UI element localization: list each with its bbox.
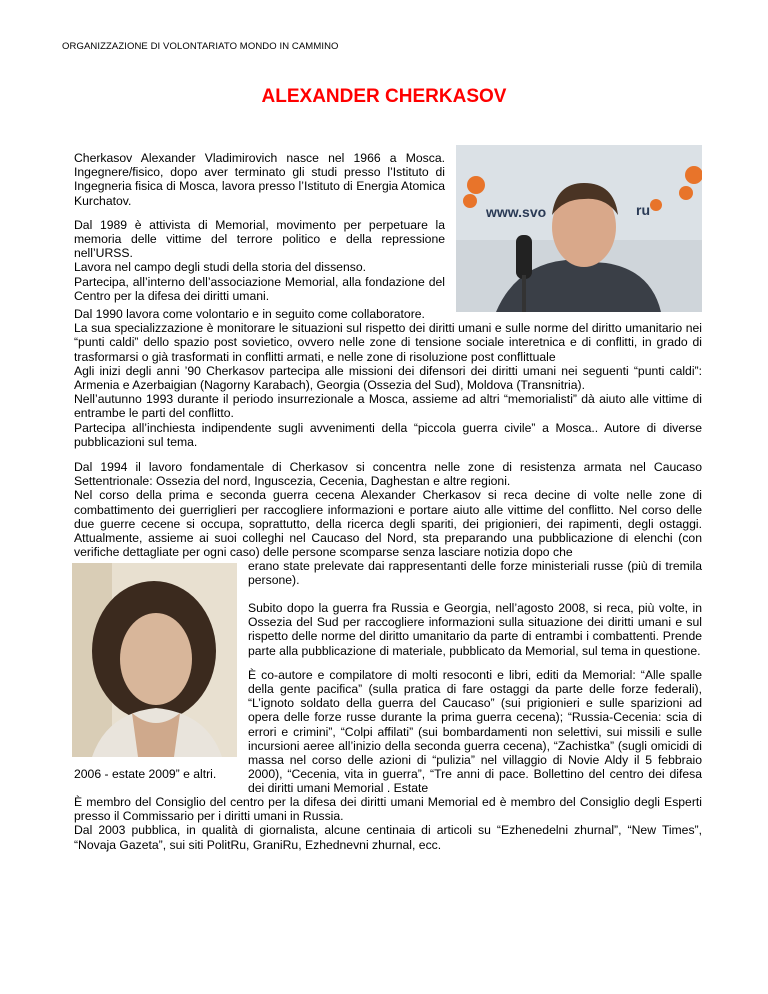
intro-line-memorial: Dal 1989 è attivista di Memorial, movimento per perpetuare la memoria delle vittime del terrore politico e della repressione nell’URSS. [74,217,445,261]
intro-paragraphs [74,151,445,303]
section-2008-paragraph-2-end: 2006 - estate 2009” e altri. [74,767,217,781]
section-1990 [74,307,702,449]
intro-line-centro: Partecipa, all’interno dell’associazione Memorial, alla fondazione del Centro per la difesa dei diritti umani. [74,274,445,303]
section-1994-line-2: Nel corso della prima e seconda guerra cecena Alexander Cherkasov si reca decine di volte nelle zone di combattimento dei guerriglieri per raccogliere informazioni e portare aiuto alle vittime del conflitto. Nel corso delle due guerre cecene si occupa, soprattutto, della ricerca degli spariti, dei prigionieri, dei rapimenti, degli ostaggi. Attualmente, assieme ai suoi colleghi nel Caucaso del Nord, sta preparando una pubblicazione di elenchi (con verifiche dettagliate per ogni caso) delle persone scomparse senza lasciare notizia dopo che [74,488,702,560]
section-1990-line-5: Partecipa all’inchiesta indipendente sugli avvenimenti della “piccola guerra civile” a Mosca.. Autore di diverse pubblicazioni sul tema. [74,420,702,449]
section-1994 [74,460,702,559]
section-membership-line-1: È membro del Consiglio del centro per la difesa dei diritti umani Memorial ed è membro del Consiglio degli Esperti presso il Commissario per i diritti umani in Russia. [74,795,702,824]
section-2008-paragraph-1: Subito dopo la guerra fra Russia e Georgia, nell’agosto 2008, si reca, più volte, in Ossezia del Sud per raccogliere informazioni sulla situazione dei diritti umani e sul rispetto delle norme del diritto umanitario da parte di entrambi i combattenti. Prende parte alla pubblicazione di materiale, pubblicato da Memorial, sul tema in questione. [248,601,702,658]
section-2008-paragraph-2: È co-autore e compilatore di molti resoconti e libri, editi da Memorial: “Alle spalle della gente pacifica” (sulla pratica di fare ostaggi da parte delle forze federali), “L’ignoto soldato della guerra del Caucaso” (sui prigionieri e sulle sparizioni ad opera delle forze russe durante la prima guerra cecena); “Russia-Cecenia: scia di errori e crimini”, “Colpi affilati” (sui bombardamenti non selettivi, sui missili e sulle incursioni aeree all’inizio della seconda guerra cecena), “Zachistka” (sugli omicidi di massa nel corso delle azioni di “pulizia” nel villaggio di Novie Aldy il 5 febbraio 2000), “Cecenia, vita in guerra”, “Tre anni di pace. Bollettino del centro dei difesa dei diritti umani Memorial . Estate [248,667,702,796]
section-1990-line-4: Nell’autunno 1993 durante il periodo insurrezionale a Mosca, assieme ad altri “memorialisti” dà aiuto alle vittime di entrambe le parti del conflitto. [74,392,702,421]
section-1990-line-1: Dal 1990 lavora come volontario e in seguito come collaboratore. [74,307,425,321]
page-header: ORGANIZZAZIONE DI VOLONTARIATO MONDO IN CAMMINO [62,41,339,52]
intro-paragraph-2 [74,218,445,303]
section-membership-line-2: Dal 2003 pubblica, in qualità di giornalista, alcune centinaia di articoli su “Ezhenedelni zhurnal”, “New Times”, “Novaja Gazeta”, sui siti PolitRu, GraniRu, Ezhednevni zhurnal, ecc. [74,823,702,852]
section-membership [74,795,702,852]
page-title: ALEXANDER CHERKASOV [261,86,507,107]
section-1994-line-2b: erano state prelevate dai rappresentanti delle forze ministeriali russe (più di tremila persone). [248,559,702,588]
portrait-photo-man [456,145,702,312]
intro-paragraph-1: Cherkasov Alexander Vladimirovich nasce nel 1966 a Mosca. Ingegnere/fisico, dopo aver terminato gli studi presso l’Istituto di Ingegneria fisica di Mosca, lavora presso l’Istituto di Energia Atomica Kurchatov. [74,151,445,208]
backdrop-logo-text: www.svo [486,204,547,220]
section-1990-line-2: La sua specializzazione è monitorare le situazioni sul rispetto dei diritti umani e sulle norme del diritto umanitario nei “punti caldi” dello spazio post sovietico, ovvero nelle zone di tensione sociale interetnica e di conflitti, in grado di trasformarsi o già trasformati in conflitti armati, e nelle zone di risoluzione post conflittuale [74,321,702,364]
backdrop-logo-text-2: ru [636,202,650,218]
section-1994-continued [248,559,702,587]
section-1990-line-3: Agli inizi degli anni ’90 Cherkasov partecipa alle missioni dei difensori dei diritti umani nei seguenti “punti caldi”: Armenia e Azerbaigian (Nagorny Karabach), Georgia (Ossezia del Sud), Moldova (Transnitria). [74,363,702,393]
portrait-photo-woman [72,563,237,757]
section-1994-line-1: Dal 1994 il lavoro fondamentale di Cherkasov si concentra nelle zone di resistenza armata nel Caucaso Settentrionale: Ossezia del nord, Inguscezia, Cecenia, Daghestan e altre regioni. [74,460,702,489]
intro-line-dissent: Lavora nel campo degli studi della storia del dissenso. [74,260,366,275]
